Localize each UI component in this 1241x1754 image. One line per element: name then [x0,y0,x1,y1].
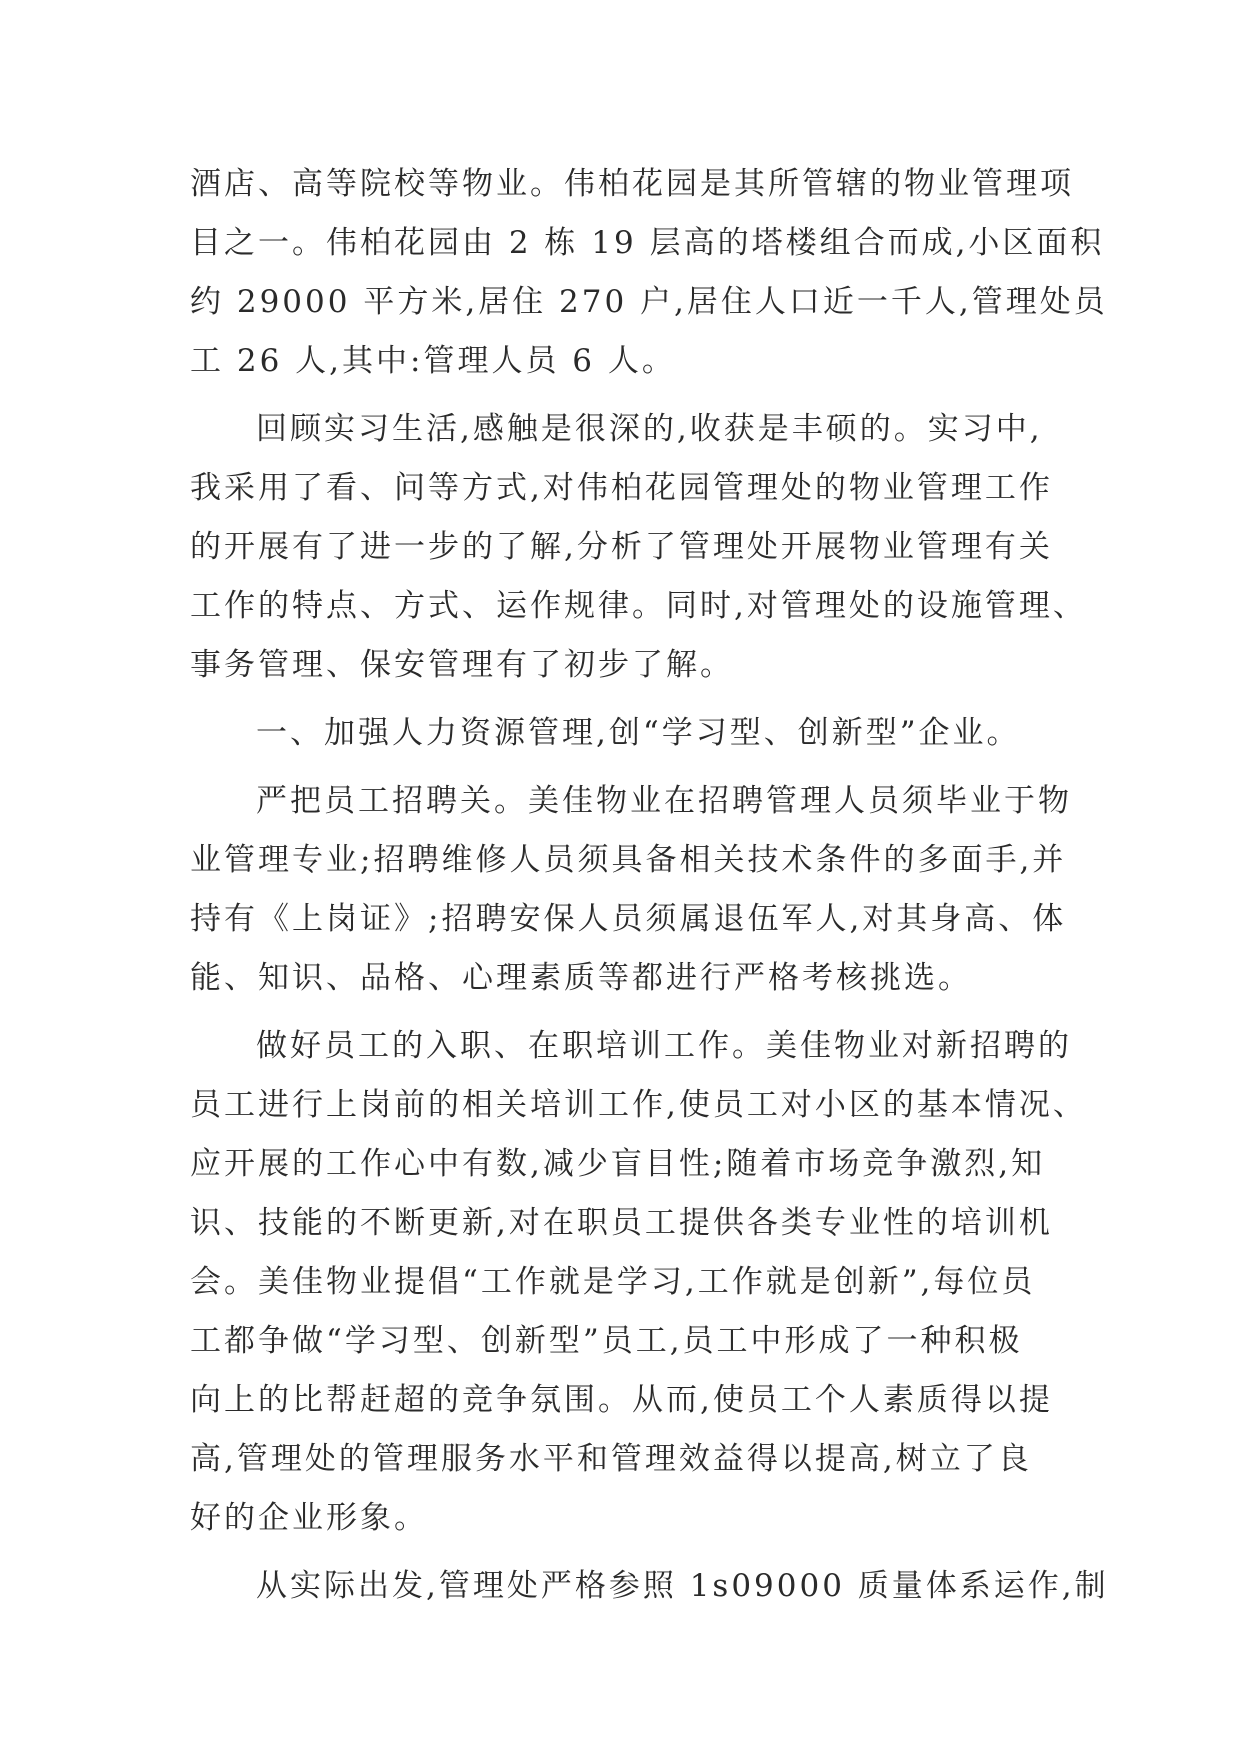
paragraph-first-line: 从实际出发,管理处严格参照 1s09000 质量体系运作,制 [256,1568,1109,1604]
text-line: 业管理专业;招聘维修人员须具备相关技术条件的多面手,并 [190,842,1067,878]
text-line: 事务管理、保安管理有了初步了解。 [190,647,734,683]
text-line: 会。美佳物业提倡“工作就是学习,工作就是创新”,每位员 [190,1264,1036,1300]
text-line: 工都争做“学习型、创新型”员工,员工中形成了一种积极 [190,1323,1023,1359]
text-line: 能、知识、品格、心理素质等都进行严格考核挑选。 [190,960,972,996]
text-line: 应开展的工作心中有数,减少盲目性;随着市场竞争激烈,知 [190,1146,1046,1182]
text-line: 高,管理处的管理服务水平和管理效益得以提高,树立了良 [190,1441,1032,1477]
text-line: 约 29000 平方米,居住 270 户,居住人口近一千人,管理处员 [190,284,1108,320]
text-line: 酒店、高等院校等物业。伟柏花园是其所管辖的物业管理项 [190,166,1074,202]
text-line: 员工进行上岗前的相关培训工作,使员工对小区的基本情况、 [190,1087,1087,1123]
text-line: 工 26 人,其中:管理人员 6 人。 [190,343,676,379]
text-line: 我采用了看、问等方式,对伟柏花园管理处的物业管理工作 [190,470,1053,506]
text-line: 好的企业形象。 [190,1500,428,1536]
text-line: 的开展有了进一步的了解,分析了管理处开展物业管理有关 [190,529,1053,565]
paragraph-first-line: 做好员工的入职、在职培训工作。美佳物业对新招聘的 [256,1028,1072,1064]
text-line: 向上的比帮赶超的竞争氛围。从而,使员工个人素质得以提 [190,1382,1053,1418]
paragraph-first-line: 严把员工招聘关。美佳物业在招聘管理人员须毕业于物 [256,783,1072,819]
section-heading: 一、加强人力资源管理,创“学习型、创新型”企业。 [256,715,1021,751]
text-line: 目之一。伟柏花园由 2 栋 19 层高的塔楼组合而成,小区面积 [190,225,1105,261]
text-line: 识、技能的不断更新,对在职员工提供各类专业性的培训机 [190,1205,1053,1241]
text-line: 持有《上岗证》;招聘安保人员须属退伍军人,对其身高、体 [190,901,1067,937]
document-body [190,155,1109,1616]
paragraph-first-line: 回顾实习生活,感触是很深的,收获是丰硕的。实习中, [256,411,1043,447]
text-line: 工作的特点、方式、运作规律。同时,对管理处的设施管理、 [190,588,1087,624]
